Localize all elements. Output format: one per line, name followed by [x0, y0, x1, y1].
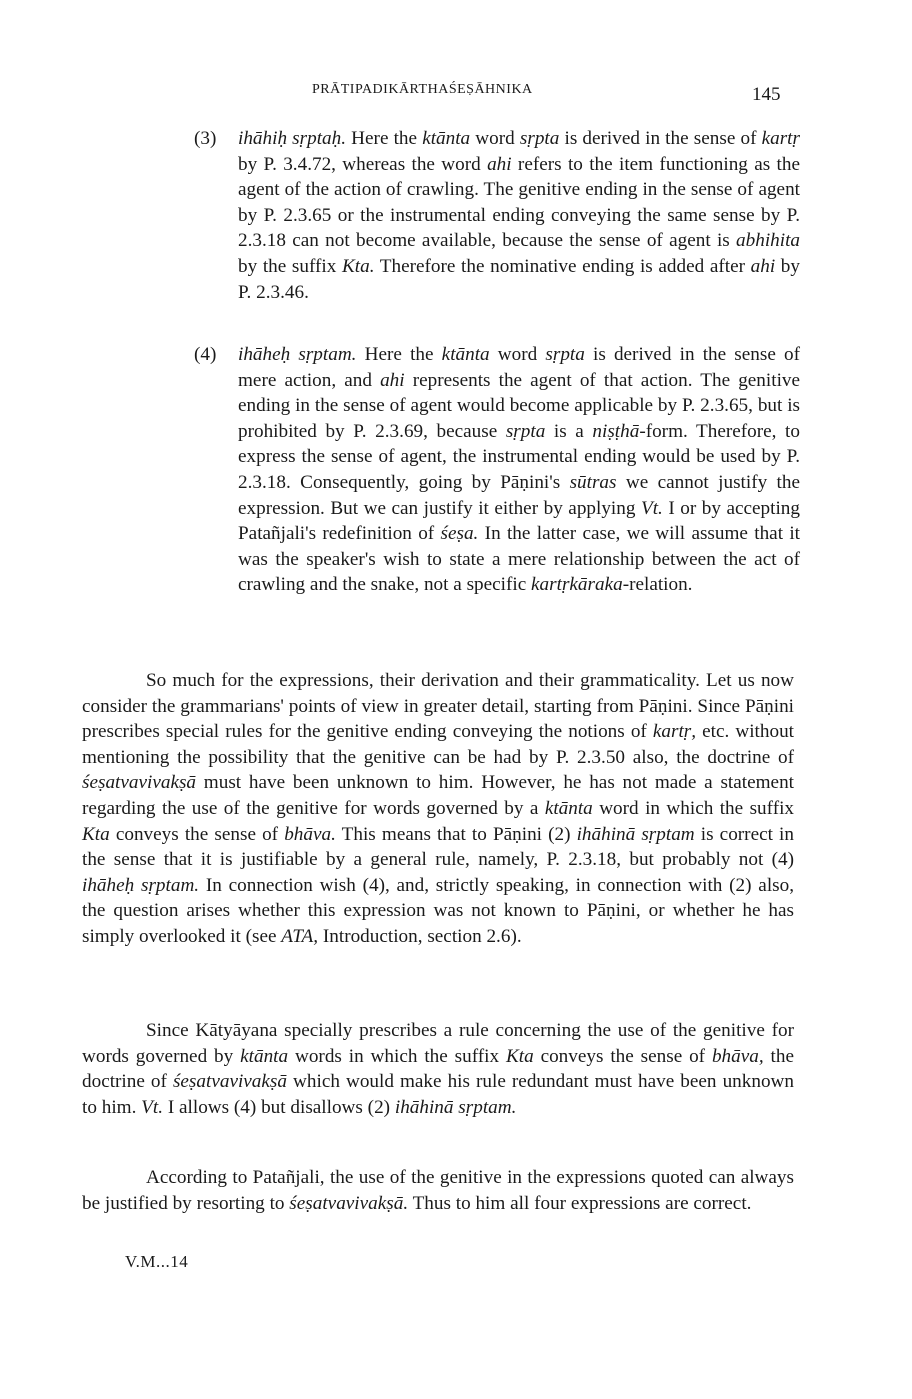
italic-term: ahi: [487, 153, 512, 175]
italic-term: niṣṭhā: [592, 420, 640, 442]
italic-term: ihāhinā sṛptam: [576, 823, 695, 845]
italic-term: śeṣa.: [440, 523, 479, 545]
item-number: (4): [194, 344, 217, 365]
italic-term: sṛpta: [505, 420, 546, 442]
text-run: Here the: [346, 128, 423, 149]
italic-term: kartṛ: [761, 128, 800, 149]
text-run: Here the: [356, 344, 442, 365]
text-run: word: [470, 128, 520, 149]
italic-term: ktānta: [441, 344, 490, 365]
italic-term: Kta: [505, 1045, 534, 1067]
italic-term: bhāva,: [711, 1045, 764, 1067]
text-run: -form. Therefore, to express the sense of agent, the instrumental ending would be used by P. 2.3.18. Consequently, going by Pāṇini's: [238, 420, 800, 493]
text-run: is correct in the sense that it is justifiable by a general rule, namely, P. 2.3.18, but probably not (4): [82, 823, 794, 871]
italic-term: śeṣatvavivakṣā.: [289, 1192, 409, 1214]
italic-term: ahi: [380, 369, 405, 391]
body-paragraph: [82, 1165, 794, 1216]
italic-term: Kta: [82, 823, 110, 845]
text-run: In connection wish (4), and, strictly speaking, in connection with (2) also, the question arises whether this expression was not known to Pāṇini, or whether he has simply overlooked it (see: [82, 874, 795, 947]
italic-term: ktānta: [544, 797, 593, 819]
text-run: In the latter case, we will assume that it was the speaker's wish to state a mere relationship between the act of crawling and the snake, not a specific: [238, 523, 801, 596]
text-run: Introduction, section 2.6).: [318, 925, 522, 947]
italic-term: śeṣatvavivakṣā: [172, 1071, 287, 1093]
paragraph-text: [82, 670, 794, 947]
text-run: which would make his rule redundant must have been unknown to him.: [82, 1071, 794, 1118]
italic-term: kartṛ,: [652, 721, 697, 743]
paragraph-text: [82, 1020, 794, 1118]
text-run: represents the agent of that action. The genitive ending in the sense of agent would become applicable by P. 2.3.65, but is prohibited by P. 2.3.69, because: [238, 369, 801, 442]
text-run: word: [489, 344, 546, 365]
italic-term: kartṛkāraka: [531, 574, 623, 596]
text-run: -relation.: [622, 574, 693, 596]
text-run: conveys the sense of: [109, 823, 285, 845]
text-run: Therefore the nominative ending is added after: [374, 255, 751, 277]
italic-term: sṛpta: [519, 128, 560, 149]
text-run: word in which the suffix: [592, 797, 795, 819]
text-run: Thus to him all four expressions are correct.: [408, 1192, 752, 1214]
italic-term: śeṣatvavivakṣā: [82, 772, 197, 794]
text-run: I allows (4) but disallows (2): [163, 1096, 395, 1118]
text-run: I or by accepting Patañjali's redefinition of: [238, 497, 800, 545]
signature-mark: V.M...14: [125, 1252, 189, 1271]
numbered-item-3: [194, 126, 800, 305]
text-run: by the suffix: [238, 255, 342, 277]
text-run: is derived in the sense of mere action, and: [238, 344, 800, 391]
text-run: is a: [545, 420, 593, 442]
text-run: by P. 3.4.72, whereas the word: [238, 153, 488, 175]
page-number: 145: [752, 84, 781, 105]
italic-term: ihāhiḥ sṛptaḥ.: [238, 128, 347, 149]
text-run: by P. 2.3.46.: [238, 255, 800, 303]
body-paragraph: [82, 1018, 794, 1120]
text-run: This means that to Pāṇini (2): [335, 823, 577, 845]
text-run: Since Kātyāyana specially prescribes a rule concerning the use of the genitive for words governed by: [82, 1020, 794, 1067]
text-run: words in which the suffix: [288, 1045, 506, 1067]
running-header: PRĀTIPADIKĀRTHAŚEṢĀHNIKA: [312, 82, 533, 97]
italic-term: ATA,: [281, 925, 319, 947]
italic-term: sūtras: [569, 471, 617, 493]
italic-term: ktānta: [422, 128, 471, 149]
text-run: the doctrine of: [82, 1045, 794, 1093]
item-body: [194, 342, 800, 598]
text-run: etc. without mentioning the possibility that the genitive can be had by P. 2.3.50 also, the doctrine of: [82, 721, 795, 768]
italic-term: Kta.: [341, 255, 375, 277]
body-paragraph: [82, 668, 794, 950]
numbered-item-4: [194, 342, 800, 598]
text-run: refers to the item functioning as the agent of the action of crawling. The genitive ending in the sense of agent by P. 2.3.65 or the instrumental ending conveying the same sense by P. 2.3.18 can not become available, because the sense of agent is: [238, 153, 800, 252]
italic-term: Vt.: [640, 497, 663, 519]
italic-term: abhihita: [736, 230, 800, 252]
paragraph-text: [82, 1167, 794, 1214]
italic-term: bhāva.: [284, 823, 336, 845]
italic-term: ihāheḥ sṛptam.: [82, 874, 200, 896]
text-run: So much for the expressions, their derivation and their grammaticality. Let us now consider the grammarians' points of view in greater detail, starting from Pāṇini. Since Pāṇini prescribes special rules for the genitive ending conveying the notions of: [82, 670, 794, 743]
text-run: must have been unknown to him. However, he has not made a statement regarding the use of the genitive for words governed by a: [82, 772, 794, 819]
text-run: conveys the sense of: [533, 1045, 712, 1067]
italic-term: sṛpta: [545, 344, 585, 365]
text-run: According to Patañjali, the use of the genitive in the expressions quoted can always be justified by resorting to: [82, 1167, 794, 1214]
text-run: we cannot justify the expression. But we can justify it either by applying: [238, 471, 800, 519]
italic-term: Vt.: [141, 1096, 164, 1118]
italic-term: ihāheḥ sṛptam.: [238, 344, 357, 365]
item-body: [194, 126, 800, 305]
italic-term: ktānta: [240, 1045, 289, 1067]
text-run: is derived in the sense of: [559, 128, 762, 149]
italic-term: ahi: [750, 255, 776, 277]
italic-term: ihāhinā sṛptam.: [394, 1096, 517, 1118]
item-number: (3): [194, 128, 217, 149]
